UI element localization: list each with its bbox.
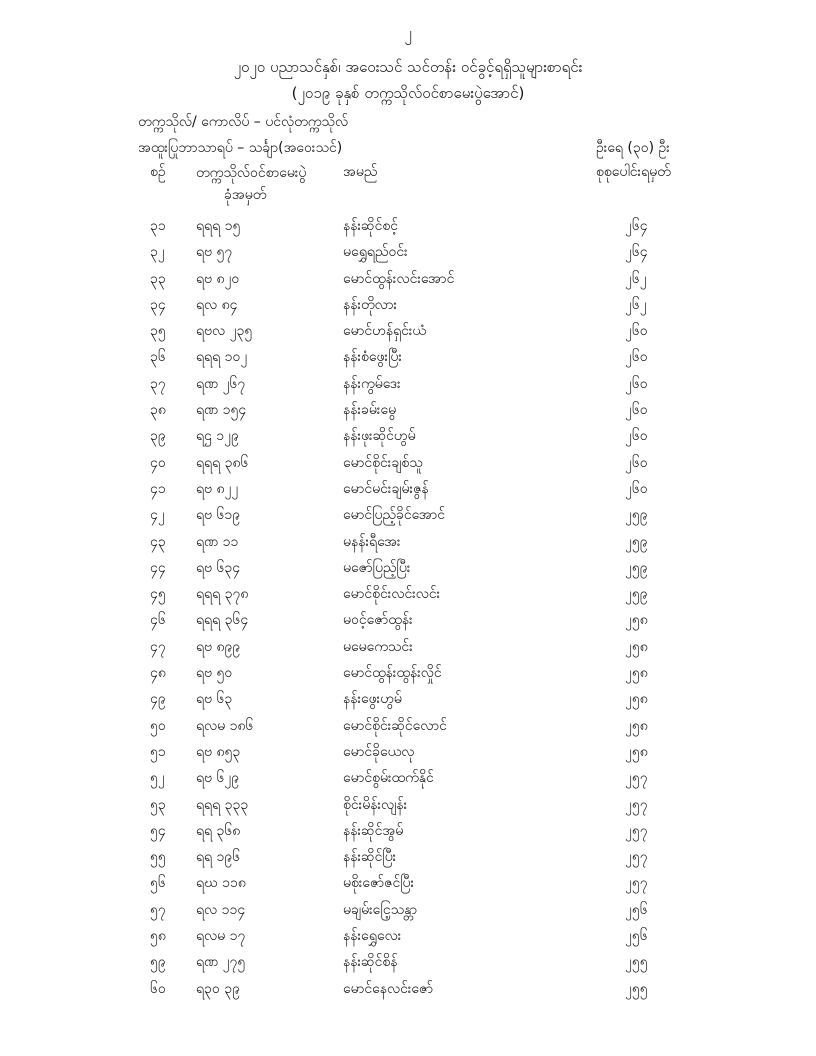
student-name-cell: မစိုးဇော်ဇင်ပြီး (343, 875, 415, 892)
total-marks-cell: ၂၆၂ (625, 270, 647, 287)
total-marks-cell: ၂၆၀ (625, 428, 648, 445)
serial-no-cell: ၅၈ (150, 928, 166, 945)
student-name-cell: နန်းကွမ်ဒေး (343, 375, 401, 392)
student-name-cell: မောင်စိုင်းချစ်သူ (343, 454, 423, 471)
table-row (0, 659, 816, 685)
serial-no-cell: ၅၅ (150, 849, 166, 866)
student-name-cell: နန်းဖုးဆိုင်ဟွမ် (343, 428, 416, 445)
serial-no-cell: ၅၃ (150, 796, 166, 813)
serial-no-cell: ၃၄ (150, 296, 166, 313)
roll-number-cell: ရရ ၃၆၈ (196, 822, 241, 839)
university-line: တက္ကသိုလ်/ ကောလိပ် – ပင်လုံတက္ကသိုလ် (138, 114, 349, 130)
student-name-cell: မောင်ထွန်းထွန်းလှိုင် (343, 665, 442, 682)
total-marks-cell: ၂၅၇ (625, 849, 648, 866)
roll-number-cell: ရရရ ၃၈၆ (196, 454, 249, 471)
serial-no-cell: ၅၀ (150, 717, 166, 734)
table-row (0, 580, 816, 606)
roll-number-cell: ရဏ ၁၅၄ (196, 402, 247, 419)
total-marks-cell: ၂၅၇ (625, 875, 648, 892)
student-name-cell: မောင်ဟန်ရှင်းယံ (343, 323, 427, 340)
document-title: ၂၀၂၀ ပညာသင်နှစ်၊ အဝေးသင် သင်တန်း ဝင်ခွင့်ရရှိသူများစာရင်း (233, 58, 583, 76)
roll-number-cell: ရဗ ၅၀ (196, 665, 233, 682)
student-name-cell: မချမ်းငြေ့သန္တာ (343, 901, 418, 918)
table-row (0, 317, 816, 343)
total-marks-cell: ၂၅၉ (625, 559, 648, 576)
roll-number-cell: ရ၃၀ ၃၉ (196, 980, 240, 997)
roll-number-cell: ရဗ ၈၂၀ (196, 270, 240, 287)
student-name-cell: မရွှေရည်ဝင်း (343, 244, 408, 261)
table-row (0, 238, 816, 264)
roll-number-cell: ရဌ ၁၂၉ (196, 428, 239, 445)
roll-number-cell: ရလမ ၁၇ (196, 928, 246, 945)
student-name-cell: နန်းစံဖွေးပြီး (343, 349, 402, 366)
roll-number-cell: ရရရ ၁၅ (196, 218, 241, 234)
student-name-cell: မဇော်ပြည့်ပြီး (343, 559, 411, 576)
student-name-cell: မောင်ထွန်းလင်းအောင် (343, 270, 455, 287)
table-row (0, 633, 816, 659)
table-row (0, 606, 816, 632)
table-row (0, 396, 816, 422)
student-name-cell: မောင်နေလင်းဇော် (343, 980, 434, 997)
table-row (0, 764, 816, 790)
serial-no-cell: ၄၄ (150, 559, 166, 576)
total-marks-cell: ၂၅၈ (625, 717, 648, 734)
student-name-cell: မောင်စွမ်းထက်နိုင် (343, 770, 434, 787)
header-roll-number (196, 162, 306, 206)
student-name-cell: နန်းဆိုင်စိန် (343, 954, 398, 971)
header-roll-number-line1: တက္ကသိုလ်ဝင်စာမေးပွဲ (196, 165, 307, 181)
table-row (0, 212, 816, 238)
serial-no-cell: ၄၂ (150, 507, 165, 524)
total-marks-cell: ၂၅၇ (625, 770, 648, 787)
roll-number-cell: ရဏ ၁၁ (196, 533, 239, 550)
document-subtitle: (၂၀၁၉ ခုနှစ် တက္ကသိုလ်ဝင်စာမေးပွဲအောင်) (291, 84, 525, 102)
roll-number-cell: ရရရ ၃၃၃ (196, 796, 249, 813)
roll-number-cell: ရဃ ၁၁၈ (196, 875, 246, 892)
roll-number-cell: ရဗလ ၂၃၅ (196, 323, 253, 340)
serial-no-cell: ၄၅ (150, 586, 166, 603)
subject-line: အထူးပြုဘာသာရပ် – သင်္ချာ(အဝေးသင်) (138, 140, 343, 156)
student-name-cell: မောင်မင်းချမ်းဇွန် (343, 480, 429, 497)
serial-no-cell: ၄၃ (150, 533, 166, 550)
table-row (0, 370, 816, 396)
serial-no-cell: ၅၄ (150, 822, 166, 839)
serial-no-cell: ၄၆ (150, 612, 166, 629)
roll-number-cell: ရဗ ၆၂၉ (196, 770, 240, 787)
total-marks-cell: ၂၅၈ (625, 638, 648, 655)
student-list (0, 212, 816, 1001)
table-row (0, 685, 816, 711)
table-row (0, 343, 816, 369)
roll-number-cell: ရဗ ၆၁၉ (196, 507, 241, 524)
total-marks-cell: ၂၆၄ (625, 244, 648, 261)
serial-no-cell: ၃၉ (150, 428, 166, 445)
serial-no-cell: ၃၂ (150, 244, 165, 261)
serial-no-cell: ၅၆ (150, 875, 166, 892)
total-marks-cell: ၂၆၀ (625, 375, 648, 392)
table-row (0, 528, 816, 554)
table-row (0, 738, 816, 764)
table-row (0, 422, 816, 448)
table-row (0, 817, 816, 843)
student-name-cell: နန်းရွှေလေး (343, 928, 402, 945)
serial-no-cell: ၃၆ (150, 349, 166, 366)
total-marks-cell: ၂၅၆ (625, 928, 648, 945)
serial-no-cell: ၆၀ (150, 980, 166, 997)
roll-number-cell: ရဗ ၈၂၂ (196, 480, 239, 497)
page-number: ၂ (404, 24, 412, 42)
roll-number-cell: ရဏ ၂၆၇ (196, 375, 246, 392)
total-marks-cell: ၂၆၀ (625, 323, 648, 340)
total-marks-cell: ၂၅၈ (625, 743, 648, 760)
roll-number-cell: ရရရ ၁၀၂ (196, 349, 248, 366)
student-name-cell: မဝင့်ဇော်ထွန်း (343, 612, 413, 629)
student-name-cell: မမေကေသင်း (343, 638, 413, 655)
serial-no-cell: ၄၁ (150, 480, 166, 497)
total-marks-cell: ၂၅၉ (625, 533, 648, 550)
table-row (0, 843, 816, 869)
student-name-cell: မောင်ပြည့်ခိုင်အောင် (343, 507, 446, 524)
total-marks-cell: ၂၅၆ (625, 901, 648, 918)
total-marks-cell: ၂၆၀ (625, 349, 648, 366)
table-row (0, 975, 816, 1001)
roll-number-cell: ရဏ ၂၇၅ (196, 954, 246, 971)
total-marks-cell: ၂၆၀ (625, 480, 648, 497)
total-marks-cell: ၂၅၅ (625, 954, 648, 971)
header-total-marks: စုစုပေါင်းရမှတ် (596, 164, 671, 180)
header-roll-number-line2: ခုံအမှတ် (224, 187, 267, 203)
serial-no-cell: ၃၁ (150, 218, 166, 234)
student-name-cell: မောင်ခိုယေလု (343, 743, 415, 760)
table-row (0, 475, 816, 501)
total-marks-cell: ၂၅၉ (625, 507, 648, 524)
student-name-cell: နန်းခမ်းမွေ (343, 402, 397, 419)
roll-number-cell: ရဗ ၆၃ (196, 691, 233, 708)
roll-number-cell: ရရရ ၃၆၄ (196, 612, 249, 629)
serial-no-cell: ၅၂ (150, 770, 165, 787)
roll-number-cell: ရဗ ၅၇ (196, 244, 233, 261)
header-name: အမည် (343, 164, 378, 180)
table-row (0, 896, 816, 922)
table-row (0, 712, 816, 738)
student-name-cell: နန်းဆိုင်စင့် (343, 218, 398, 234)
total-marks-cell: ၂၅၉ (625, 586, 648, 603)
table-row (0, 291, 816, 317)
table-row (0, 948, 816, 974)
total-marks-cell: ၂၅၈ (625, 691, 648, 708)
roll-number-cell: ရဗ ၈၉၉ (196, 638, 241, 655)
total-marks-cell: ၂၅၈ (625, 665, 648, 682)
total-marks-cell: ၂၅၈ (625, 612, 648, 629)
serial-no-cell: ၅၁ (150, 743, 166, 760)
table-row (0, 922, 816, 948)
table-row (0, 449, 816, 475)
total-marks-cell: ၂၆၂ (625, 296, 647, 313)
total-marks-cell: ၂၅၇ (625, 822, 648, 839)
total-marks-cell: ၂၅၅ (625, 980, 648, 997)
student-name-cell: မောင်စိုင်းဆိုင်လောင် (343, 717, 447, 734)
serial-no-cell: ၃၅ (150, 323, 166, 340)
student-name-cell: နန်းတိုလား (343, 296, 398, 313)
serial-no-cell: ၅၉ (150, 954, 166, 971)
roll-number-cell: ရလမ ၁၈၆ (196, 717, 254, 734)
serial-no-cell: ၃၈ (150, 402, 166, 419)
student-name-cell: နန်းဆိုင်အွမ် (343, 822, 404, 839)
student-name-cell: နန်းဖွေးဟွမ် (343, 691, 402, 708)
roll-number-cell: ရရရ ၃၇၈ (196, 586, 249, 603)
serial-no-cell: ၃၃ (150, 270, 166, 287)
student-name-cell: စိုင်းမိန်းလျန်း (343, 796, 408, 813)
total-marks-cell: ၂၅၇ (625, 796, 648, 813)
table-row (0, 501, 816, 527)
roll-number-cell: ရရ ၁၉၆ (196, 849, 241, 866)
table-row (0, 265, 816, 291)
serial-no-cell: ၄၈ (150, 665, 166, 682)
student-name-cell: မနန်းရီအေး (343, 533, 401, 550)
roll-number-cell: ရဗ ၆၃၄ (196, 559, 241, 576)
total-marks-cell: ၂၆၄ (625, 218, 648, 234)
serial-no-cell: ၄၇ (150, 638, 166, 655)
total-count: ဦးရေ (၃၀) ဦး (596, 140, 670, 156)
table-row (0, 791, 816, 817)
student-name-cell: မောင်စိုင်းလင်းလင်း (343, 586, 441, 603)
table-row (0, 554, 816, 580)
serial-no-cell: ၄၉ (150, 691, 166, 708)
roll-number-cell: ရလ ၁၁၄ (196, 901, 246, 918)
student-name-cell: နန်းဆိုင်ပြီး (343, 849, 397, 866)
total-marks-cell: ၂၆၀ (625, 402, 648, 419)
serial-no-cell: ၃၇ (150, 375, 166, 392)
roll-number-cell: ရလ ၈၄ (196, 296, 238, 313)
serial-no-cell: ၅၇ (150, 901, 166, 918)
header-serial-no: စဉ် (150, 164, 166, 180)
serial-no-cell: ၄၀ (150, 454, 166, 471)
total-marks-cell: ၂၆၀ (625, 454, 648, 471)
roll-number-cell: ရဗ ၈၅၃ (196, 743, 241, 760)
table-row (0, 869, 816, 895)
